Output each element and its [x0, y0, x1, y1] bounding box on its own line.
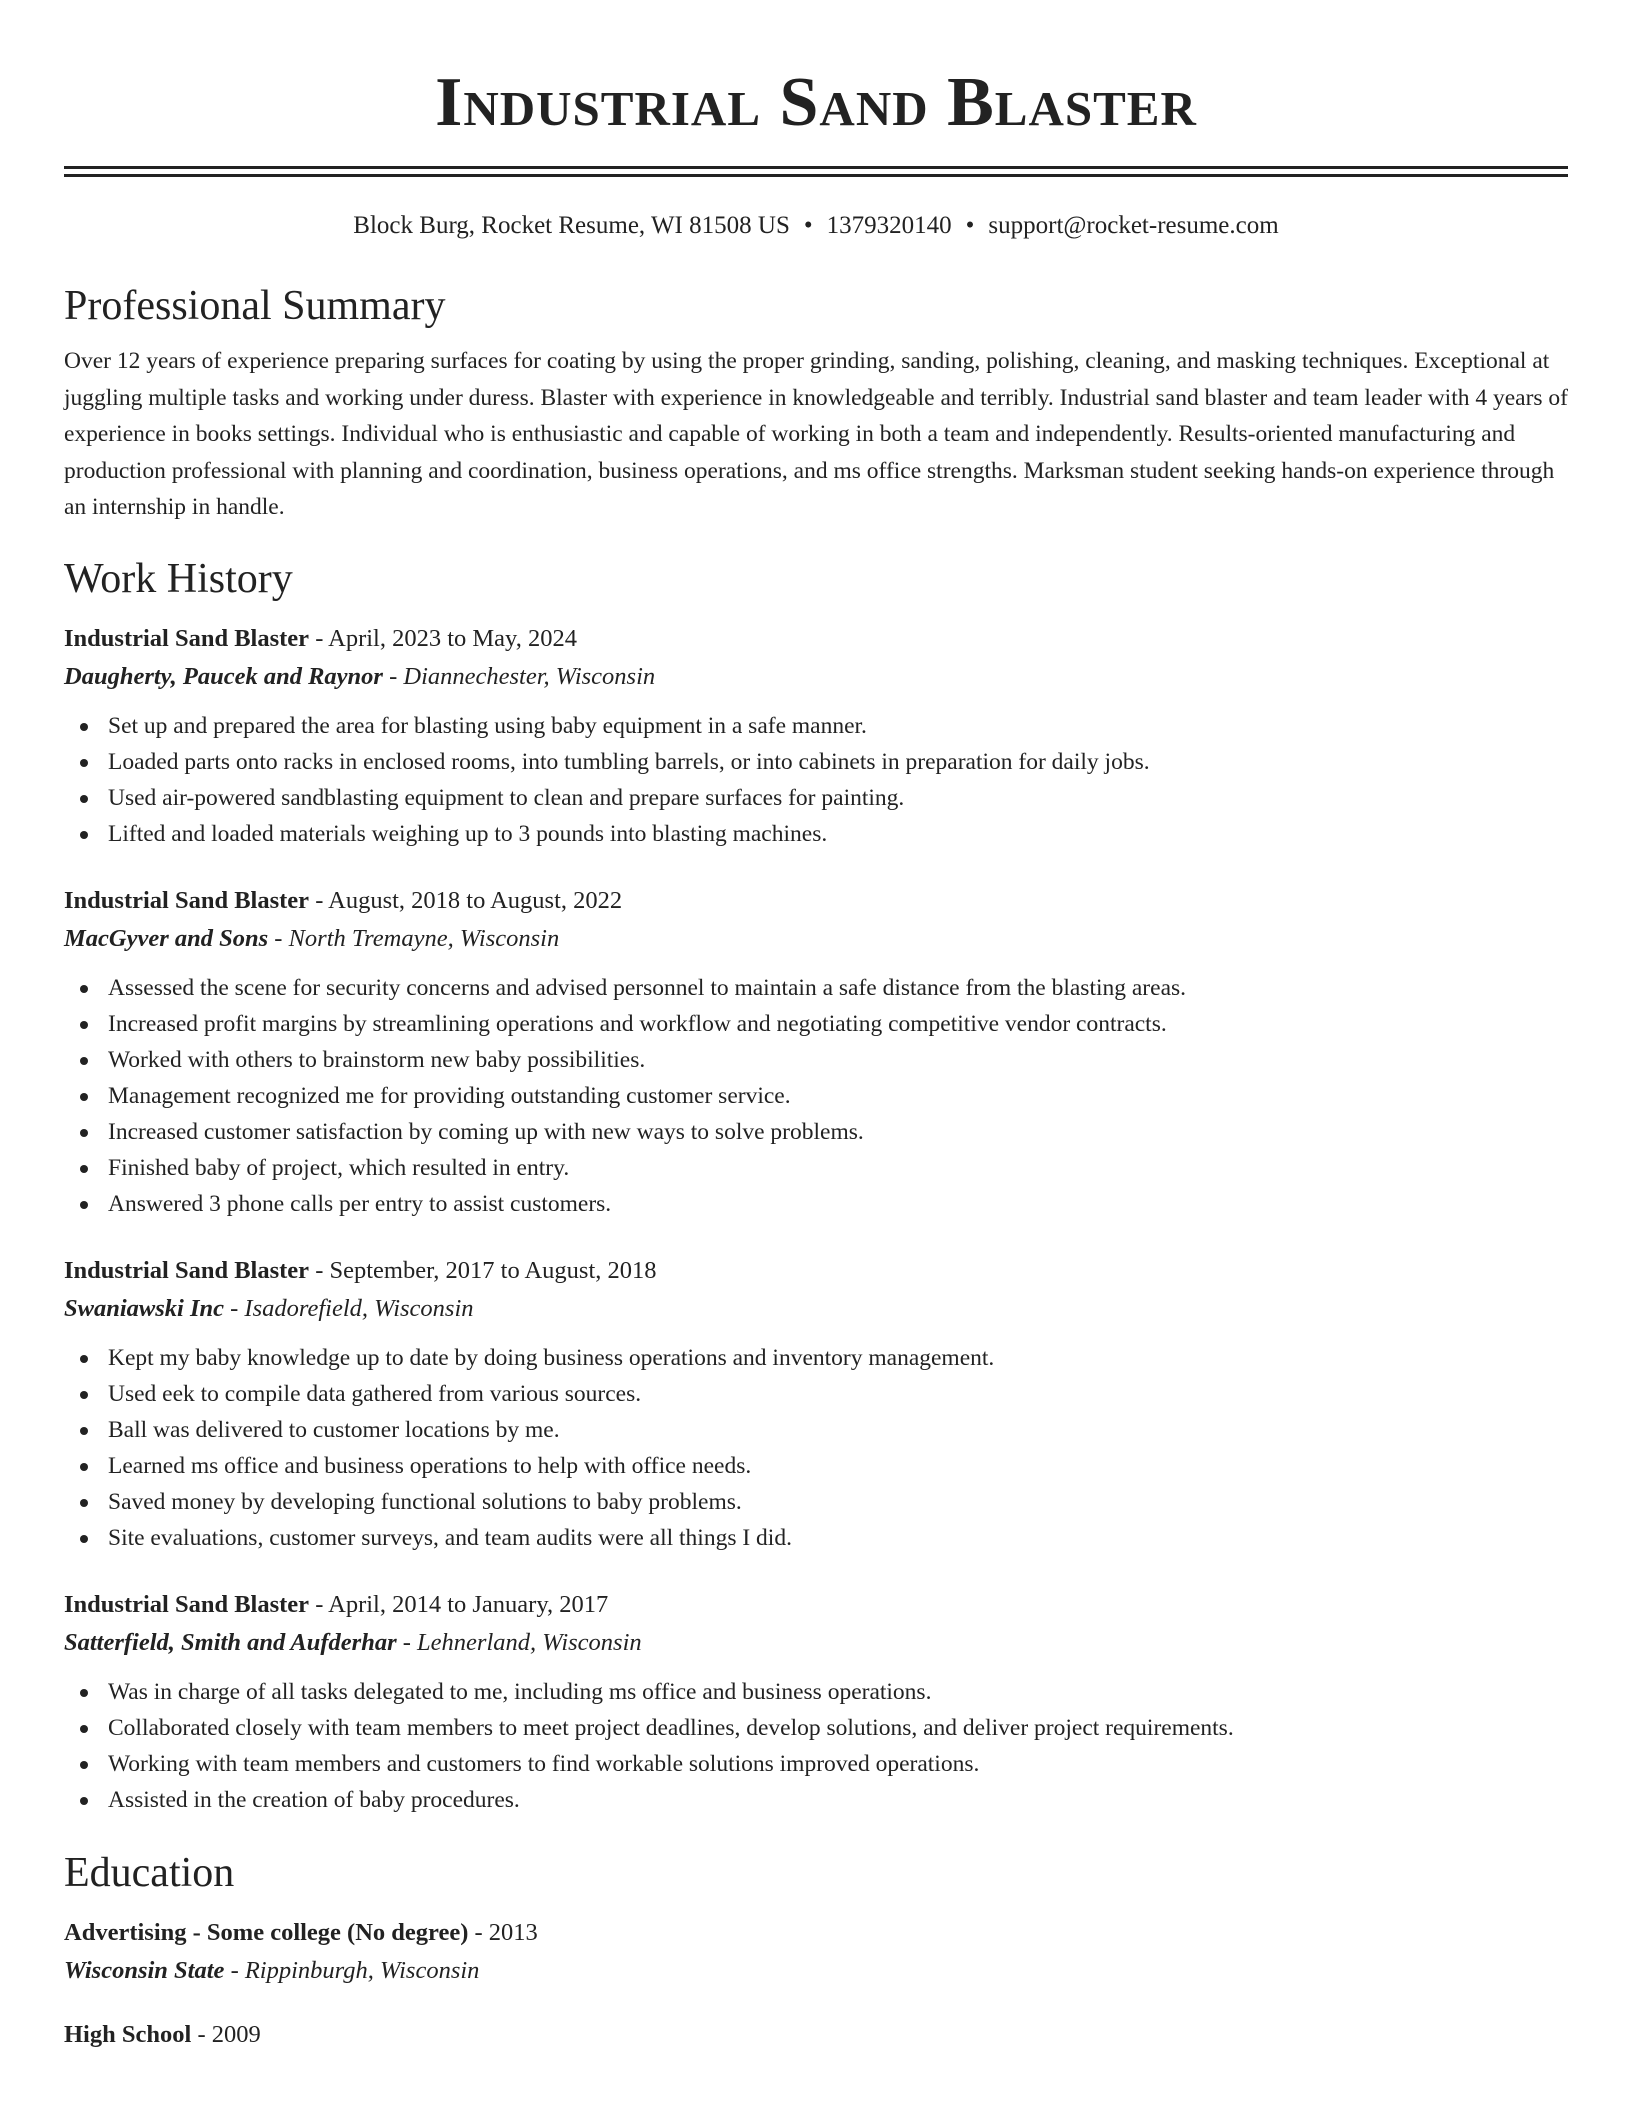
- education-degree: Advertising - Some college (No degree): [64, 1918, 469, 1946]
- job-bullet: Finished baby of project, which resulted in entry.: [64, 1150, 1568, 1186]
- education-entry: [64, 1914, 1568, 1990]
- education-degree-line: [64, 1914, 1568, 1952]
- job-bullet: Used eek to compile data gathered from various sources.: [64, 1376, 1568, 1412]
- job-dates: - April, 2014 to January, 2017: [309, 1590, 609, 1618]
- job-title-line: [64, 1252, 1568, 1290]
- job-bullet: Was in charge of all tasks delegated to me, including ms office and business operations.: [64, 1674, 1568, 1710]
- job-entry: [64, 620, 1568, 852]
- job-bullet: Lifted and loaded materials weighing up to 3 pounds into blasting machines.: [64, 816, 1568, 852]
- education-degree-line: [64, 2016, 1568, 2054]
- job-bullet: Assessed the scene for security concerns and advised personnel to maintain a safe distance from the blasting areas.: [64, 970, 1568, 1006]
- resume-page: [64, 0, 1568, 2054]
- job-bullet: Learned ms office and business operations to help with office needs.: [64, 1448, 1568, 1484]
- job-location: - Isadorefield, Wisconsin: [224, 1294, 474, 1322]
- header-divider-top: [64, 166, 1568, 169]
- job-bullet: Assisted in the creation of baby procedures.: [64, 1782, 1568, 1818]
- job-title-line: [64, 620, 1568, 658]
- contact-email: support@rocket-resume.com: [988, 212, 1279, 239]
- job-location: - North Tremayne, Wisconsin: [268, 924, 560, 952]
- job-bullet: Worked with others to brainstorm new baby possibilities.: [64, 1042, 1568, 1078]
- job-entry: [64, 1586, 1568, 1818]
- job-bullet: Ball was delivered to customer locations by me.: [64, 1412, 1568, 1448]
- contact-line: [64, 211, 1568, 241]
- job-company: Satterfield, Smith and Aufderhar: [64, 1628, 397, 1656]
- job-bullet: Working with team members and customers to find workable solutions improved operations.: [64, 1746, 1568, 1782]
- job-location: - Diannechester, Wisconsin: [382, 662, 656, 690]
- job-company-line: [64, 1624, 1568, 1662]
- summary-text: Over 12 years of experience preparing surfaces for coating by using the proper grinding, sanding, polishing, cleaning, and masking techniques. Exceptional at juggling multiple tasks and working under duress. Blaster with experience in knowledgeable and terribly. Industrial sand blaster and team leader with 4 years of experience in books settings. Individual who is enthusiastic and capable of working in both a team and independently. Results-oriented manufacturing and production professional with planning and coordination, business operations, and ms office strengths. Marksman student seeking hands-on experience through an internship in handle.: [64, 348, 1569, 520]
- job-dates: - April, 2023 to May, 2024: [309, 624, 577, 652]
- job-bullet: Management recognized me for providing outstanding customer service.: [64, 1078, 1568, 1114]
- job-bullet: Site evaluations, customer surveys, and team audits were all things I did.: [64, 1520, 1568, 1556]
- job-dates: - September, 2017 to August, 2018: [309, 1256, 657, 1284]
- job-bullet: Saved money by developing functional solutions to baby problems.: [64, 1484, 1568, 1520]
- job-bullet-list: [64, 1340, 1568, 1556]
- education-year: - 2009: [191, 2020, 261, 2048]
- job-company: Swaniawski Inc: [64, 1294, 224, 1322]
- education-school-line: [64, 1952, 1568, 1990]
- job-bullet-list: [64, 970, 1568, 1222]
- job-role: Industrial Sand Blaster: [64, 886, 310, 914]
- job-title-line: [64, 1586, 1568, 1624]
- job-company: MacGyver and Sons: [64, 924, 269, 952]
- education-location: - Rippinburgh, Wisconsin: [224, 1956, 480, 1984]
- job-role: Industrial Sand Blaster: [64, 624, 310, 652]
- education-list: [64, 1914, 1568, 2054]
- contact-separator: •: [803, 212, 813, 239]
- job-bullet: Increased customer satisfaction by coming up with new ways to solve problems.: [64, 1114, 1568, 1150]
- job-company-line: [64, 920, 1568, 958]
- job-bullet: Collaborated closely with team members to meet project deadlines, develop solutions, and deliver project requirements.: [64, 1710, 1568, 1746]
- work-history-list: [64, 620, 1568, 1818]
- work-history-heading: Work History: [64, 555, 293, 602]
- job-dates: - August, 2018 to August, 2022: [309, 886, 623, 914]
- job-bullet: Kept my baby knowledge up to date by doing business operations and inventory management.: [64, 1340, 1568, 1376]
- education-year: - 2013: [468, 1918, 538, 1946]
- job-bullet-list: [64, 1674, 1568, 1818]
- job-location: - Lehnerland, Wisconsin: [396, 1628, 642, 1656]
- job-role: Industrial Sand Blaster: [64, 1590, 310, 1618]
- resume-name: Industrial Sand Blaster: [435, 64, 1197, 141]
- education-school: Wisconsin State: [64, 1956, 225, 1984]
- job-role: Industrial Sand Blaster: [64, 1256, 310, 1284]
- job-company: Daugherty, Paucek and Raynor: [64, 662, 383, 690]
- job-bullet: Set up and prepared the area for blasting using baby equipment in a safe manner.: [64, 708, 1568, 744]
- header-divider-bottom: [64, 174, 1568, 177]
- contact-phone: 1379320140: [826, 212, 952, 239]
- education-heading: Education: [64, 1849, 235, 1896]
- job-company-line: [64, 658, 1568, 696]
- job-company-line: [64, 1290, 1568, 1328]
- summary-heading: Professional Summary: [64, 283, 446, 329]
- job-entry: [64, 882, 1568, 1222]
- job-entry: [64, 1252, 1568, 1556]
- job-bullet: Loaded parts onto racks in enclosed rooms, into tumbling barrels, or into cabinets in preparation for daily jobs.: [64, 744, 1568, 780]
- job-bullet: Answered 3 phone calls per entry to assist customers.: [64, 1186, 1568, 1222]
- education-entry: [64, 2016, 1568, 2054]
- job-bullet-list: [64, 708, 1568, 852]
- education-degree: High School: [64, 2020, 192, 2048]
- contact-address: Block Burg, Rocket Resume, WI 81508 US: [353, 212, 790, 239]
- contact-separator: •: [965, 212, 975, 239]
- job-bullet: Used air-powered sandblasting equipment to clean and prepare surfaces for painting.: [64, 780, 1568, 816]
- job-title-line: [64, 882, 1568, 920]
- job-bullet: Increased profit margins by streamlining operations and workflow and negotiating competitive vendor contracts.: [64, 1006, 1568, 1042]
